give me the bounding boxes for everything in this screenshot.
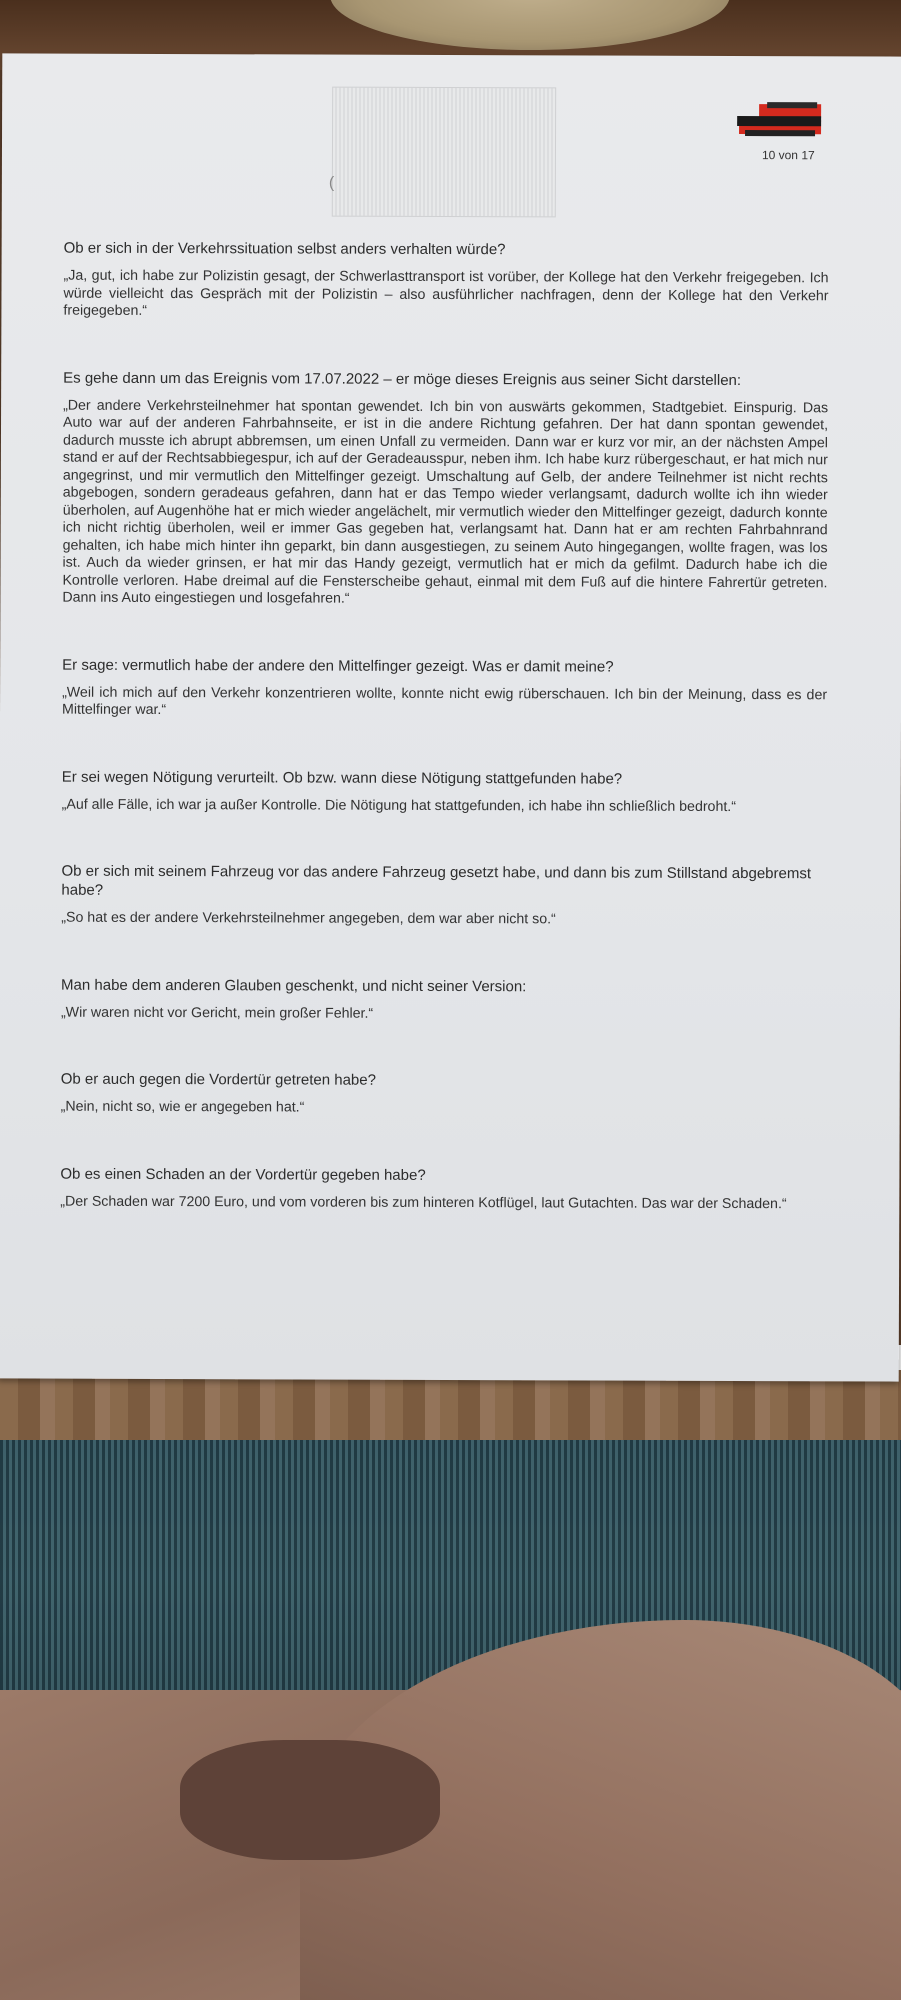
page-number: 10 von 17 [761, 148, 815, 163]
redacted-logo [737, 94, 823, 142]
qa-block [60, 1164, 825, 1213]
answer: „Wir waren nicht vor Gericht, mein großer Fehler.“ [60, 1004, 374, 1022]
qa-block [62, 767, 827, 816]
qa-block [61, 975, 826, 1024]
redacted-area [332, 87, 556, 218]
answer: „So hat es der andere Verkehrsteilnehmer angegeben, dem war aber nicht so.“ [61, 909, 556, 928]
answer: „Weil ich mich auf den Verkehr konzentrieren wollte, konnte nicht ewig rüberschauen. Ich bin der Meinung, dass es der Mittelfinger war.“ [61, 684, 828, 719]
sweater-shadow [180, 1740, 440, 1860]
question: Ob er sich in der Verkehrssituation selbst anders verhalten würde? [63, 239, 506, 259]
qa-block [61, 1070, 826, 1119]
question: Er sage: vermutlich habe der andere den Mittelfinger gezeigt. Was er damit meine? [62, 656, 614, 676]
interview-transcript [60, 239, 829, 1262]
question: Es gehe dann um das Ereignis vom 17.07.2022 – er möge dieses Ereignis aus seiner Sicht darstellen: [63, 369, 742, 389]
question: Ob es einen Schaden an der Vordertür gegeben habe? [60, 1165, 426, 1184]
question: Er sei wegen Nötigung verurteilt. Ob bzw. wann diese Nötigung stattgefunden habe? [61, 768, 623, 788]
question: Ob er auch gegen die Vordertür getreten habe? [60, 1070, 376, 1089]
answer: „Auf alle Fälle, ich war ja außer Kontrolle. Die Nötigung hat stattgefunden, ich habe ihn schließlich bedroht.“ [61, 796, 737, 815]
qa-block [62, 368, 828, 610]
answer: „Der andere Verkehrsteilnehmer hat spontan gewendet. Ich bin von auswärts gekommen, Stadtgebiet. Einspurig. Das Auto war auf der anderen Fahrbahnseite, er ist in die andere Richtung gefahren. Der hat dann spontan gewendet, dadurch musste ich abrupt abbremsen, um einen Unfall zu vermeiden. Dann war er kurz vor mir, an der nächsten Ampel stand er auf der Rechtsabbiegespur, ich auf der Geradeausspur, neben ihm. Ich habe kurz rübergeschaut, er hat mich nur angegrinst, und mir vermutlich den Mittelfinger gezeigt. Umschaltung auf Gelb, der andere Teilnehmer ist nicht rechts abgebogen, sondern geradeaus gefahren, dann hat er das Tempo wieder verlangsamt, dadurch wollte ich ihn wieder überholen, auf Augenhöhe hat er mich wieder angelächelt, mir vermutlich wieder den Mittelfinger gezeigt, dadurch konnte ich nicht richtig überholen, weil er immer Gas gegeben hat, verlangsamt hat. Dann hat er am rechten Fahrbahnrand gehalten, ich habe mich hinter ihn geparkt, bin dann ausgestiegen, zu seinem Auto hingegangen, wollte fragen, was los ist. Auch da wieder grinsen, er hat mir das Handy gezeigt, vermutlich hat er mich da gefilmt. Dadurch habe ich die Kontrolle verloren. Habe dreimal auf die Fensterscheibe gehaut, einmal mit dem Fuß auf die hintere Fahrertür getreten. Dann ins Auto eingestiegen und losgefahren.“ [62, 397, 829, 607]
qa-block [63, 239, 828, 323]
answer: „Nein, nicht so, wie er angegeben hat.“ [60, 1098, 305, 1116]
stray-mark: ( [328, 174, 335, 192]
table-surface-bottom [0, 1370, 901, 1450]
answer: „Der Schaden war 7200 Euro, und vom vorderen bis zum hinteren Kotflügel, laut Gutachten. Das war der Schaden.“ [60, 1193, 787, 1212]
document-page [0, 53, 901, 1381]
qa-block [62, 655, 827, 722]
qa-block [61, 862, 826, 930]
answer: „Ja, gut, ich habe zur Polizistin gesagt, der Schwerlasttransport ist vorüber, der Kollege hat den Verkehr freigegeben. Ich würde vielleicht das Gespräch mit der Polizistin – also ausführlicher nachfragen, denn der Kollege hat den Verkehr freigegeben.“ [63, 267, 829, 319]
question: Ob er sich mit seinem Fahrzeug vor das andere Fahrzeug gesetzt habe, und dann bis zum Stillstand abgebremst habe? [61, 862, 812, 899]
question: Man habe dem anderen Glauben geschenkt, und nicht seiner Version: [61, 976, 527, 995]
